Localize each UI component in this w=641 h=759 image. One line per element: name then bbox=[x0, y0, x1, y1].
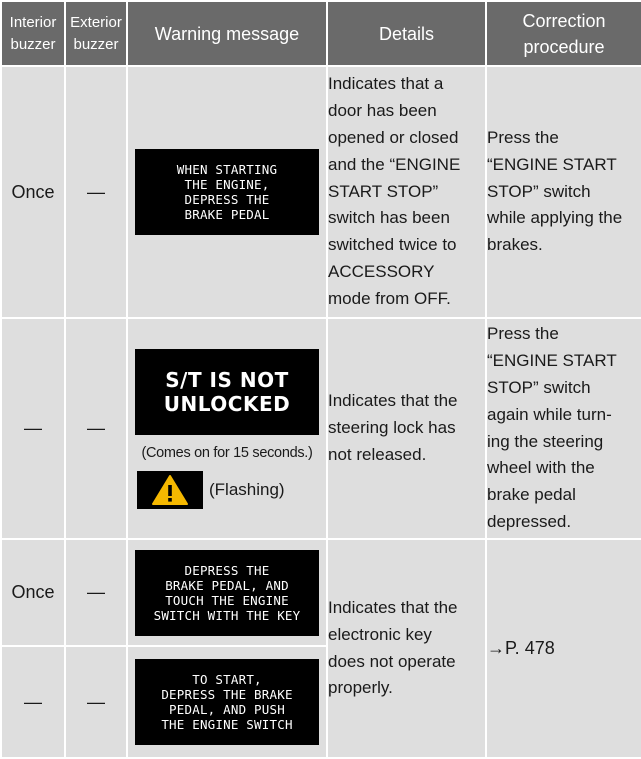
header-correction-line1: Correction bbox=[522, 10, 606, 31]
page-reference-link[interactable]: →P. 478 bbox=[487, 638, 555, 659]
warning-message-cell bbox=[127, 646, 327, 758]
correction-cell bbox=[486, 539, 641, 758]
header-row bbox=[1, 1, 641, 66]
correction-line: Press the bbox=[487, 324, 559, 344]
header-exterior-line2: buzzer bbox=[73, 35, 119, 53]
warning-message-cell bbox=[127, 539, 327, 646]
table-row bbox=[1, 66, 641, 318]
correction-line: while applying the bbox=[487, 208, 623, 228]
details-line: Indicates that the bbox=[328, 597, 458, 617]
correction-cell bbox=[486, 66, 641, 318]
details-line: does not operate bbox=[328, 651, 456, 671]
interior-buzzer-cell: — bbox=[1, 646, 65, 758]
lcd-line: S/T IS NOT bbox=[165, 367, 289, 392]
lcd-line: DEPRESS THE BRAKE bbox=[161, 687, 293, 702]
exterior-buzzer-cell: — bbox=[65, 539, 127, 646]
lcd-line: PEDAL, AND PUSH bbox=[169, 702, 285, 717]
lcd-line: BRAKE PEDAL bbox=[184, 207, 270, 222]
warning-light-box bbox=[137, 471, 203, 509]
details-line: mode from OFF. bbox=[328, 288, 451, 308]
correction-line: STOP” switch bbox=[487, 377, 591, 397]
lcd-line: DEPRESS THE bbox=[184, 562, 270, 578]
header-interior-buzzer bbox=[1, 1, 65, 66]
interior-buzzer-cell: — bbox=[1, 318, 65, 539]
details-line: switched twice to bbox=[328, 235, 457, 255]
exterior-buzzer-cell: — bbox=[65, 66, 127, 318]
lcd-display bbox=[135, 349, 319, 435]
details-line: electronic key bbox=[328, 624, 432, 644]
correction-line: Press the bbox=[487, 128, 559, 147]
lcd-display bbox=[135, 659, 319, 745]
warning-message-cell bbox=[127, 318, 327, 539]
details-line: door has been bbox=[328, 101, 437, 121]
details-line: opened or closed bbox=[328, 128, 459, 147]
header-interior-line2: buzzer bbox=[10, 35, 56, 53]
interior-buzzer-cell: Once bbox=[1, 539, 65, 646]
lcd-line: THE ENGINE, bbox=[184, 177, 270, 192]
details-line: and the “ENGINE bbox=[328, 154, 461, 174]
details-line: properly. bbox=[328, 678, 393, 698]
correction-line: STOP” switch bbox=[487, 181, 591, 201]
header-exterior-line1: Exterior bbox=[70, 13, 122, 31]
exterior-buzzer-cell: — bbox=[65, 318, 127, 539]
details-line: START STOP” bbox=[328, 181, 439, 201]
details-line: ACCESSORY bbox=[328, 261, 435, 281]
header-correction-line2: procedure bbox=[523, 36, 605, 57]
details-cell bbox=[327, 66, 486, 318]
lcd-line: UNLOCKED bbox=[163, 391, 291, 416]
lcd-line: DEPRESS THE bbox=[184, 192, 270, 207]
details-cell bbox=[327, 318, 486, 539]
correction-line: wheel with the bbox=[487, 458, 595, 478]
details-line: not released. bbox=[328, 444, 427, 464]
correction-cell bbox=[486, 318, 641, 539]
lcd-line: WHEN STARTING bbox=[176, 162, 278, 177]
lcd-line: TOUCH THE ENGINE bbox=[165, 592, 289, 608]
details-line: Indicates that the bbox=[328, 391, 458, 411]
correction-line: brake pedal bbox=[487, 485, 576, 505]
lcd-line: SWITCH WITH THE KEY bbox=[153, 607, 301, 623]
warning-triangle-icon bbox=[151, 474, 189, 506]
warning-light-row bbox=[137, 471, 326, 509]
warning-message-cell bbox=[127, 66, 327, 318]
header-interior-line1: Interior bbox=[9, 13, 57, 31]
table-row bbox=[1, 318, 641, 539]
display-duration-note: (Comes on for 15 seconds.) bbox=[141, 444, 313, 461]
header-warning-message: Warning message bbox=[127, 1, 327, 66]
correction-line: depressed. bbox=[487, 511, 572, 531]
correction-line: brakes. bbox=[487, 235, 543, 255]
lcd-line: BRAKE PEDAL, AND bbox=[165, 577, 289, 593]
lcd-display bbox=[135, 550, 319, 636]
lcd-line: THE ENGINE SWITCH bbox=[161, 717, 293, 732]
correction-line: “ENGINE START bbox=[487, 154, 617, 174]
correction-line: again while turn- bbox=[487, 404, 612, 424]
correction-line: ing the steering bbox=[487, 431, 604, 451]
lcd-display bbox=[135, 149, 319, 235]
header-exterior-buzzer bbox=[65, 1, 127, 66]
details-line: switch has been bbox=[328, 208, 450, 228]
interior-buzzer-cell: Once bbox=[1, 66, 65, 318]
exterior-buzzer-cell: — bbox=[65, 646, 127, 758]
header-correction-procedure bbox=[486, 1, 641, 66]
lcd-line: TO START, bbox=[192, 672, 262, 687]
details-line: Indicates that a bbox=[328, 74, 444, 94]
header-details: Details bbox=[327, 1, 486, 66]
correction-line: “ENGINE START bbox=[487, 351, 617, 371]
details-cell bbox=[327, 539, 486, 758]
warning-message-group bbox=[128, 349, 326, 461]
flashing-label: (Flashing) bbox=[209, 479, 285, 499]
details-line: steering lock has bbox=[328, 418, 456, 438]
table-row bbox=[1, 539, 641, 646]
